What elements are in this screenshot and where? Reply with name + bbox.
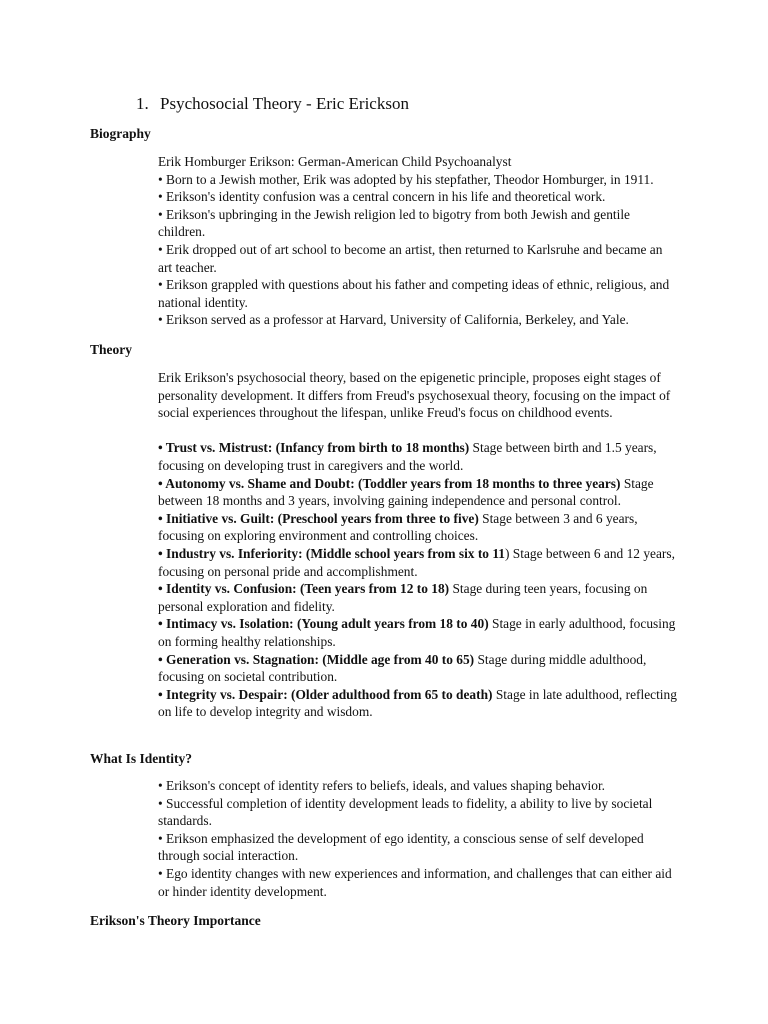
- stage-description: Stage during middle adulthood, focusing on societal contribution.: [158, 651, 647, 685]
- biography-bullet: • Erikson grappled with questions about his father and competing ideas of ethnic, religious, and national identity.: [158, 277, 670, 310]
- identity-bullet: • Ego identity changes with new experiences and information, and challenges that can either aid or hinder identity development.: [158, 865, 672, 899]
- document-title: [136, 93, 409, 115]
- stage-name: • Integrity vs. Despair: (Older adulthood from 65 to death): [158, 686, 493, 702]
- identity-bullet: • Erikson emphasized the development of ego identity, a conscious sense of self developed through social interaction.: [158, 830, 644, 864]
- stage-description: Stage during teen years, focusing on personal exploration and fidelity.: [158, 581, 648, 614]
- stage-name: • Trust vs. Mistrust: (Infancy from birth to 18 months): [158, 440, 470, 456]
- stage-item: [158, 615, 678, 650]
- stage-item: [158, 651, 678, 686]
- stage-description: Stage in late adulthood, reflecting on life to develop integrity and wisdom.: [158, 686, 677, 720]
- identity-bullet: • Successful completion of identity development leads to fidelity, a ability to live by societal standards.: [158, 795, 653, 829]
- stage-name: • Intimacy vs. Isolation: (Young adult years from 18 to 40): [158, 616, 489, 632]
- stage-item: [158, 439, 678, 474]
- biography-bullet: • Erikson's identity confusion was a central concern in his life and theoretical work.: [158, 189, 606, 205]
- theory-section: [158, 369, 678, 721]
- stage-name: • Initiative vs. Guilt: (Preschool years from three to five): [158, 510, 479, 526]
- stage-item: [158, 545, 678, 580]
- stage-item: [158, 510, 678, 545]
- identity-section: [158, 777, 678, 900]
- stage-description: Stage in early adulthood, focusing on forming healthy relationships.: [158, 616, 676, 649]
- stage-description: Stage between birth and 1.5 years, focusing on developing trust in caregivers and the world.: [158, 440, 657, 473]
- biography-heading: Biography: [90, 126, 151, 141]
- stage-description: Stage between 18 months and 3 years, involving gaining independence and personal control.: [158, 475, 654, 509]
- importance-heading: Erikson's Theory Importance: [90, 913, 261, 928]
- stage-item: [158, 580, 678, 615]
- title-text: Psychosocial Theory - Eric Erickson: [160, 94, 409, 113]
- identity-bullet: • Erikson's concept of identity refers to beliefs, ideals, and values shaping behavior.: [158, 778, 606, 793]
- biography-section: [158, 153, 678, 329]
- theory-heading: Theory: [90, 342, 132, 357]
- biography-subtitle: Erik Homburger Erikson: German-American Child Psychoanalyst: [158, 154, 512, 169]
- stage-description: ) Stage between 6 and 12 years, focusing on personal pride and accomplishment.: [158, 545, 675, 579]
- theory-intro: Erik Erikson's psychosocial theory, based on the epigenetic principle, proposes eight stages of personality development. It differs from Freud's psychosexual theory, focusing on the impact of social experiences throughout the lifespan, unlike Freud's focus on childhood events.: [158, 370, 671, 421]
- stage-name: • Industry vs. Inferiority: (Middle school years from six to 11: [158, 545, 505, 561]
- stage-name: • Generation vs. Stagnation: (Middle age from 40 to 65): [158, 651, 475, 667]
- biography-bullet: • Erik dropped out of art school to become an artist, then returned to Karlsruhe and became an art teacher.: [158, 241, 663, 275]
- biography-bullet: • Erikson served as a professor at Harvard, University of California, Berkeley, and Yale.: [158, 312, 629, 328]
- stage-description: Stage between 3 and 6 years, focusing on exploring environment and controlling choices.: [158, 510, 638, 544]
- identity-heading: What Is Identity?: [90, 751, 193, 766]
- stage-name: • Autonomy vs. Shame and Doubt: (Toddler years from 18 months to three years): [158, 475, 621, 491]
- biography-bullet: • Born to a Jewish mother, Erik was adopted by his stepfather, Theodor Homburger, in 1911.: [158, 171, 654, 187]
- stage-name: • Identity vs. Confusion: (Teen years from 12 to 18): [158, 581, 450, 597]
- stage-item: [158, 475, 678, 510]
- biography-bullet: • Erikson's upbringing in the Jewish religion led to bigotry from both Jewish and gentile children.: [158, 206, 630, 240]
- stage-item: [158, 686, 678, 721]
- title-number: 1.: [136, 94, 149, 113]
